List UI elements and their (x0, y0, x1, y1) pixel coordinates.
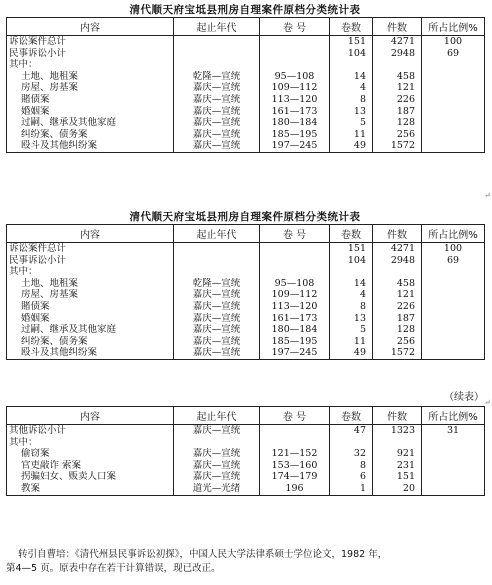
table-cell-content: 过嗣、继承及其他家庭 (7, 117, 174, 129)
column-header: 卷 号 (260, 18, 330, 36)
table-cell-count-vol: 104 (330, 48, 373, 60)
table-cell-count-items: 256 (373, 129, 422, 141)
table-cell-ratio (422, 71, 485, 83)
table-row (7, 483, 485, 495)
table-cell-content: 其他诉讼小计 (7, 425, 174, 437)
table-cell-count-items: 231 (373, 460, 422, 472)
table-cell-count-items: 1323 (373, 425, 422, 437)
column-header: 卷数 (330, 225, 373, 243)
table-row (7, 425, 485, 437)
table-cell-count-items: 921 (373, 448, 422, 460)
table-cell-volumes (260, 36, 330, 48)
table-cell-count-vol: 8 (330, 301, 373, 313)
table-cell-period (174, 48, 260, 60)
table-cell-count-items: 187 (373, 106, 422, 118)
table-cell-volumes: 197—245 (260, 140, 330, 152)
table-cell-period: 嘉庆—宣统 (174, 425, 260, 437)
table-cell-volumes: 180—184 (260, 324, 330, 336)
table-cell-period: 嘉庆—宣统 (174, 140, 260, 152)
table-row (7, 278, 485, 290)
column-header: 卷 号 (260, 407, 330, 425)
table-cell-count-items: 128 (373, 324, 422, 336)
table-title: 清代顺天府宝坻县刑房自理案件原档分类统计表 (129, 4, 361, 16)
table-cell-volumes: 161—173 (260, 313, 330, 325)
table-row (7, 71, 485, 83)
table-cell-count-items: 151 (373, 471, 422, 483)
table-row (7, 448, 485, 460)
note-line-1: 转引自曹培：《清代州县民事诉讼初探》，中国人民大学法律系硕士学位论文，1982 年， (18, 549, 388, 560)
table-row (7, 94, 485, 106)
table-cell-count-vol: 13 (330, 313, 373, 325)
table-cell-volumes: 180—184 (260, 117, 330, 129)
table-cell-count-vol: 151 (330, 36, 373, 48)
table-cell-ratio (422, 324, 485, 336)
table-cell-period: 嘉庆—宣统 (174, 471, 260, 483)
table-row (7, 243, 485, 255)
column-header: 起止年代 (174, 18, 260, 36)
table-cell-volumes: 95—108 (260, 278, 330, 290)
table-cell-count-vol: 49 (330, 347, 373, 359)
table-cell-volumes: 161—173 (260, 106, 330, 118)
table-cell-count-items: 121 (373, 289, 422, 301)
table-cell-ratio (422, 471, 485, 483)
table-cell-count-items: 128 (373, 117, 422, 129)
table-cell-period: 嘉庆—宣统 (174, 106, 260, 118)
table-block-3 (6, 406, 484, 496)
table-cell-count-items: 4271 (373, 36, 422, 48)
table-cell-ratio (422, 106, 485, 118)
table-row (7, 117, 485, 129)
table-cell-content: 婚姻案 (7, 313, 174, 325)
table-cell-count-items: 121 (373, 82, 422, 94)
table-cell-ratio (422, 437, 485, 449)
table-cell-count-vol: 14 (330, 71, 373, 83)
table-row (7, 301, 485, 313)
table-cell-period: 嘉庆—宣统 (174, 301, 260, 313)
table-cell-count-items: 458 (373, 71, 422, 83)
table-cell-volumes: 153—160 (260, 460, 330, 472)
table-cell-period (174, 255, 260, 267)
table-cell-period: 乾隆—宣统 (174, 278, 260, 290)
table-cell-count-items: 1572 (373, 140, 422, 152)
stats-table (6, 406, 485, 496)
table-cell-content: 民事诉讼小计 (7, 48, 174, 60)
column-header: 内容 (7, 18, 174, 36)
table-cell-count-vol: 5 (330, 117, 373, 129)
table-cell-period: 嘉庆—宣统 (174, 448, 260, 460)
note-line-2: 第4—5 页。原表中存在若干计算错误，现已改正。 (6, 563, 221, 574)
table-cell-volumes: 109—112 (260, 289, 330, 301)
table-cell-count-vol (330, 59, 373, 71)
table-row (7, 313, 485, 325)
table-cell-count-items: 1572 (373, 347, 422, 359)
table-row (7, 289, 485, 301)
table-cell-content: 过嗣、继承及其他家庭 (7, 324, 174, 336)
header-row (7, 225, 485, 243)
table-row (7, 129, 485, 141)
table-cell-count-items: 226 (373, 301, 422, 313)
table-cell-period: 嘉庆—宣统 (174, 117, 260, 129)
table-row (7, 36, 485, 48)
table-cell-period: 嘉庆—宣统 (174, 324, 260, 336)
table-cell-content: 婚姻案 (7, 106, 174, 118)
table-cell-period: 嘉庆—宣统 (174, 336, 260, 348)
table-cell-count-vol: 11 (330, 129, 373, 141)
table-cell-count-items: 2948 (373, 255, 422, 267)
continued-label: （续表） (444, 392, 484, 403)
header-row (7, 407, 485, 425)
table-block-2 (6, 210, 484, 360)
table-cell-volumes: 113—120 (260, 301, 330, 313)
column-header: 起止年代 (174, 407, 260, 425)
table-cell-period: 嘉庆—宣统 (174, 289, 260, 301)
table-cell-count-vol (330, 266, 373, 278)
table-cell-count-vol: 4 (330, 289, 373, 301)
table-cell-volumes: 197—245 (260, 347, 330, 359)
table-cell-content: 殴斗及其他纠纷案 (7, 140, 174, 152)
table-row (7, 324, 485, 336)
table-cell-period: 嘉庆—宣统 (174, 82, 260, 94)
table-cell-ratio: 31 (422, 425, 485, 437)
table-cell-content: 纠纷案、债务案 (7, 336, 174, 348)
column-header: 所占比例% (422, 407, 485, 425)
table-cell-volumes: 113—120 (260, 94, 330, 106)
table-cell-count-vol: 1 (330, 483, 373, 495)
table-cell-ratio (422, 129, 485, 141)
table-cell-count-vol: 8 (330, 460, 373, 472)
table-cell-ratio (422, 278, 485, 290)
table-cell-volumes (260, 266, 330, 278)
table-cell-period: 嘉庆—宣统 (174, 460, 260, 472)
table-cell-volumes: 95—108 (260, 71, 330, 83)
table-cell-count-vol: 32 (330, 448, 373, 460)
table-cell-volumes: 196 (260, 483, 330, 495)
table-cell-ratio (422, 59, 485, 71)
table-cell-content: 其中： (7, 59, 174, 71)
table-cell-count-items (373, 59, 422, 71)
table-cell-content: 教案 (7, 483, 174, 495)
table-row (7, 460, 485, 472)
table-cell-content: 偷窃案 (7, 448, 174, 460)
table-cell-ratio: 69 (422, 48, 485, 60)
table-cell-period (174, 36, 260, 48)
table-cell-count-vol: 5 (330, 324, 373, 336)
table-cell-count-items (373, 437, 422, 449)
table-cell-volumes (260, 255, 330, 267)
table-cell-period: 道光—光绪 (174, 483, 260, 495)
table-cell-ratio (422, 289, 485, 301)
table-cell-period: 嘉庆—宣统 (174, 347, 260, 359)
table-row (7, 347, 485, 359)
table-cell-volumes (260, 48, 330, 60)
stats-table (6, 17, 485, 153)
table-cell-count-vol: 151 (330, 243, 373, 255)
table-cell-volumes (260, 243, 330, 255)
column-header: 内容 (7, 407, 174, 425)
table-cell-count-items: 20 (373, 483, 422, 495)
table-cell-volumes: 185—195 (260, 129, 330, 141)
table-row (7, 336, 485, 348)
table-cell-ratio (422, 94, 485, 106)
table-cell-ratio (422, 483, 485, 495)
table-cell-count-vol: 49 (330, 140, 373, 152)
table-cell-count-items (373, 266, 422, 278)
table-cell-ratio (422, 313, 485, 325)
table-cell-period: 嘉庆—宣统 (174, 94, 260, 106)
table-cell-period: 嘉庆—宣统 (174, 313, 260, 325)
table-cell-volumes: 174—179 (260, 471, 330, 483)
table-cell-count-vol: 4 (330, 82, 373, 94)
table-cell-volumes: 109—112 (260, 82, 330, 94)
table-cell-period: 乾隆—宣统 (174, 71, 260, 83)
table-cell-content: 拐骗妇女、贩卖人口案 (7, 471, 174, 483)
column-header: 件数 (373, 407, 422, 425)
table-row (7, 82, 485, 94)
column-header: 起止年代 (174, 225, 260, 243)
table-cell-content: 房屋、房基案 (7, 82, 174, 94)
table-cell-ratio (422, 266, 485, 278)
table-row (7, 437, 485, 449)
column-header: 卷数 (330, 18, 373, 36)
paragraph-mark: ↵ (484, 398, 491, 407)
table-cell-period (174, 59, 260, 71)
table-block-1 (6, 3, 484, 153)
column-header: 所占比例% (422, 18, 485, 36)
table-cell-count-items: 4271 (373, 243, 422, 255)
table-cell-volumes (260, 425, 330, 437)
table-cell-count-vol: 14 (330, 278, 373, 290)
table-cell-period (174, 437, 260, 449)
table-cell-content: 殴斗及其他纠纷案 (7, 347, 174, 359)
table-cell-count-vol: 11 (330, 336, 373, 348)
table-cell-count-vol: 104 (330, 255, 373, 267)
table-cell-ratio (422, 117, 485, 129)
table-cell-content: 诉讼案件总计 (7, 36, 174, 48)
table-cell-ratio: 100 (422, 36, 485, 48)
table-row (7, 471, 485, 483)
table-cell-content: 房屋、房基案 (7, 289, 174, 301)
table-cell-volumes: 121—152 (260, 448, 330, 460)
table-row (7, 106, 485, 118)
table-cell-ratio (422, 448, 485, 460)
table-title: 清代顺天府宝坻县刑房自理案件原档分类统计表 (129, 211, 361, 223)
table-cell-content: 賭债案 (7, 94, 174, 106)
stats-table (6, 224, 485, 360)
header-row (7, 18, 485, 36)
table-cell-content: 其中： (7, 266, 174, 278)
table-cell-ratio (422, 82, 485, 94)
table-cell-ratio (422, 140, 485, 152)
table-row (7, 59, 485, 71)
table-row (7, 48, 485, 60)
table-cell-content: 賭债案 (7, 301, 174, 313)
table-cell-count-vol (330, 437, 373, 449)
source-note (6, 548, 484, 576)
table-cell-count-vol: 13 (330, 106, 373, 118)
table-cell-count-items: 458 (373, 278, 422, 290)
table-cell-period: 嘉庆—宣统 (174, 129, 260, 141)
table-cell-ratio: 100 (422, 243, 485, 255)
table-cell-volumes: 185—195 (260, 336, 330, 348)
table-cell-ratio (422, 301, 485, 313)
table-cell-content: 土地、地租案 (7, 71, 174, 83)
table-cell-count-items: 2948 (373, 48, 422, 60)
table-row (7, 266, 485, 278)
column-header: 内容 (7, 225, 174, 243)
table-cell-content: 其中： (7, 437, 174, 449)
table-cell-volumes (260, 437, 330, 449)
table-cell-count-vol: 47 (330, 425, 373, 437)
column-header: 卷数 (330, 407, 373, 425)
column-header: 件数 (373, 18, 422, 36)
table-row (7, 255, 485, 267)
table-cell-content: 纠纷案、债务案 (7, 129, 174, 141)
table-cell-period (174, 243, 260, 255)
table-cell-content: 官吏敲诈 索案 (7, 460, 174, 472)
table-cell-volumes (260, 59, 330, 71)
table-cell-content: 诉讼案件总计 (7, 243, 174, 255)
table-cell-period (174, 266, 260, 278)
column-header: 件数 (373, 225, 422, 243)
table-cell-ratio (422, 347, 485, 359)
table-row (7, 140, 485, 152)
table-cell-count-items: 187 (373, 313, 422, 325)
table-cell-count-vol: 8 (330, 94, 373, 106)
table-cell-ratio: 69 (422, 255, 485, 267)
column-header: 卷 号 (260, 225, 330, 243)
table-cell-content: 民事诉讼小计 (7, 255, 174, 267)
table-cell-ratio (422, 460, 485, 472)
table-cell-count-items: 226 (373, 94, 422, 106)
paragraph-mark: ↵ (484, 191, 491, 200)
table-cell-count-items: 256 (373, 336, 422, 348)
column-header: 所占比例% (422, 225, 485, 243)
table-cell-count-vol: 6 (330, 471, 373, 483)
table-cell-ratio (422, 336, 485, 348)
table-cell-content: 土地、地租案 (7, 278, 174, 290)
